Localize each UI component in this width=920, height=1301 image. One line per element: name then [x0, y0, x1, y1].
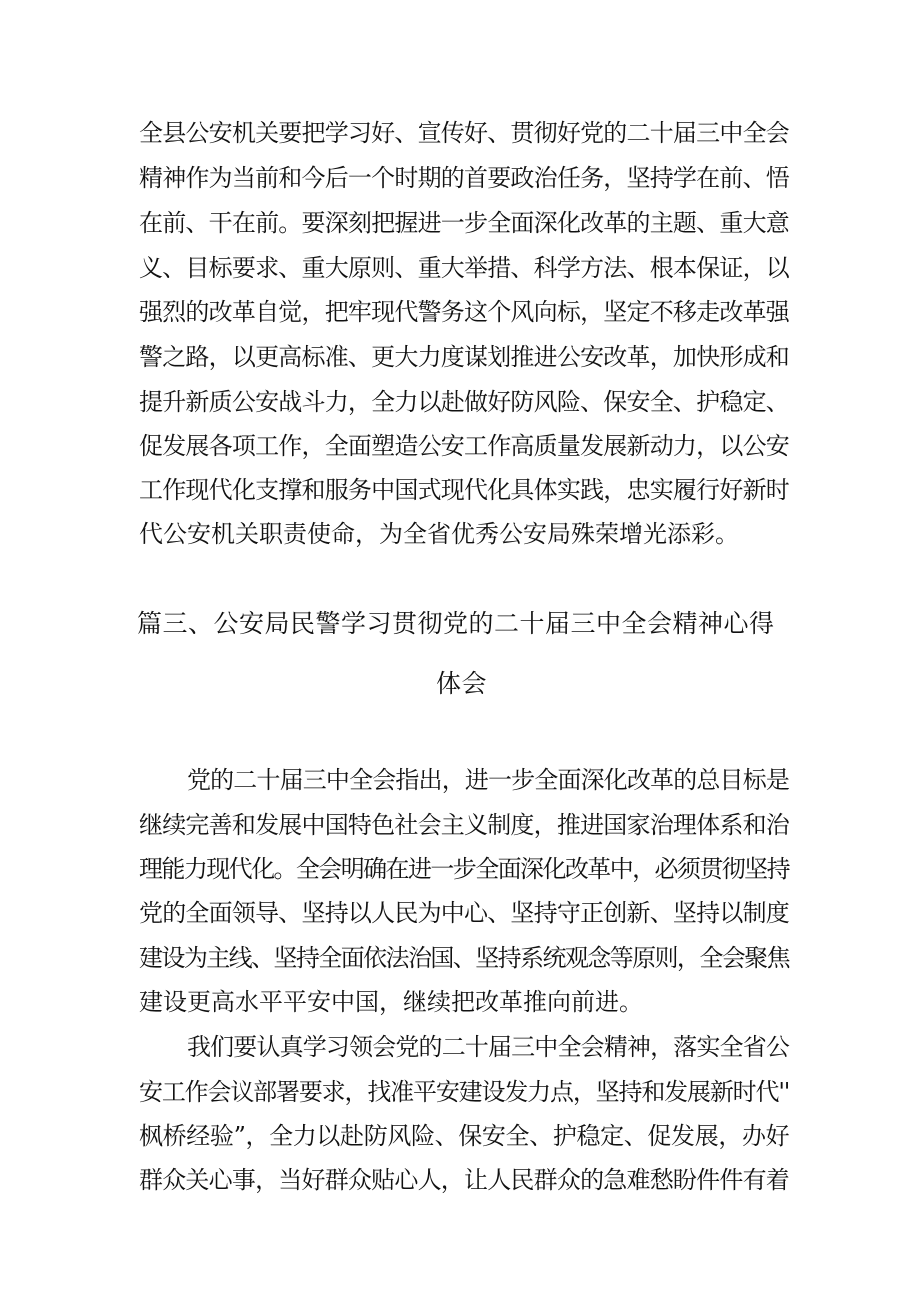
text-line: 继续完善和发展中国特色社会主义制度，推进国家治理体系和治: [139, 811, 789, 839]
text-line: 代公安机关职责使命，为全省优秀公安局殊荣增光添彩。: [139, 520, 739, 548]
text-line: 工作现代化支撑和服务中国式现代化具体实践，忠实履行好新时: [139, 476, 789, 504]
text-line: 促发展各项工作，全面塑造公安工作高质量发展新动力，以公安: [139, 432, 789, 460]
text-line: 全县公安机关要把学习好、宣传好、贯彻好党的二十届三中全会: [139, 119, 789, 147]
text-line: 我们要认真学习领会党的二十届三中全会精神，落实全省公: [187, 1033, 789, 1061]
section-title-line: 体会: [436, 669, 488, 698]
text-line: 提升新质公安战斗力，全力以赴做好防风险、保安全、护稳定、: [139, 388, 789, 416]
text-line: 在前、干在前。要深刻把握进一步全面深化改革的主题、重大意: [139, 209, 789, 237]
text-line: 党的全面领导、坚持以人民为中心、坚持守正创新、坚持以制度: [139, 899, 789, 927]
text-line: 警之路，以更高标准、更大力度谋划推进公安改革，加快形成和: [139, 343, 789, 371]
text-line: 群众关心事，当好群众贴心人，让人民群众的急难愁盼件件有着: [139, 1166, 789, 1194]
text-line: 理能力现代化。全会明确在进一步全面深化改革中，必须贯彻坚持: [139, 855, 789, 883]
section-title-line: 篇三、公安局民警学习贯彻党的二十届三中全会精神心得: [137, 609, 775, 638]
text-line: 强烈的改革自觉，把牢现代警务这个风向标，坚定不移走改革强: [139, 298, 789, 326]
text-line: 枫桥经验”，全力以赴防风险、保安全、护稳定、促发展，办好: [139, 1122, 790, 1150]
text-line: 义、目标要求、重大原则、重大举措、科学方法、根本保证，以: [139, 254, 789, 282]
text-line: 建设更高水平平安中国，继续把改革推向前进。: [139, 988, 643, 1016]
text-line: 党的二十届三中全会指出，进一步全面深化改革的总目标是: [187, 766, 789, 794]
text-line: 建设为主线、坚持全面依法治国、坚持系统观念等原则，全会聚焦: [139, 944, 789, 972]
text-line: 安工作会议部署要求，找准平安建设发力点，坚持和发展新时代'': [139, 1078, 790, 1106]
text-line: 精神作为当前和今后一个时期的首要政治任务，坚持学在前、悟: [139, 164, 789, 192]
